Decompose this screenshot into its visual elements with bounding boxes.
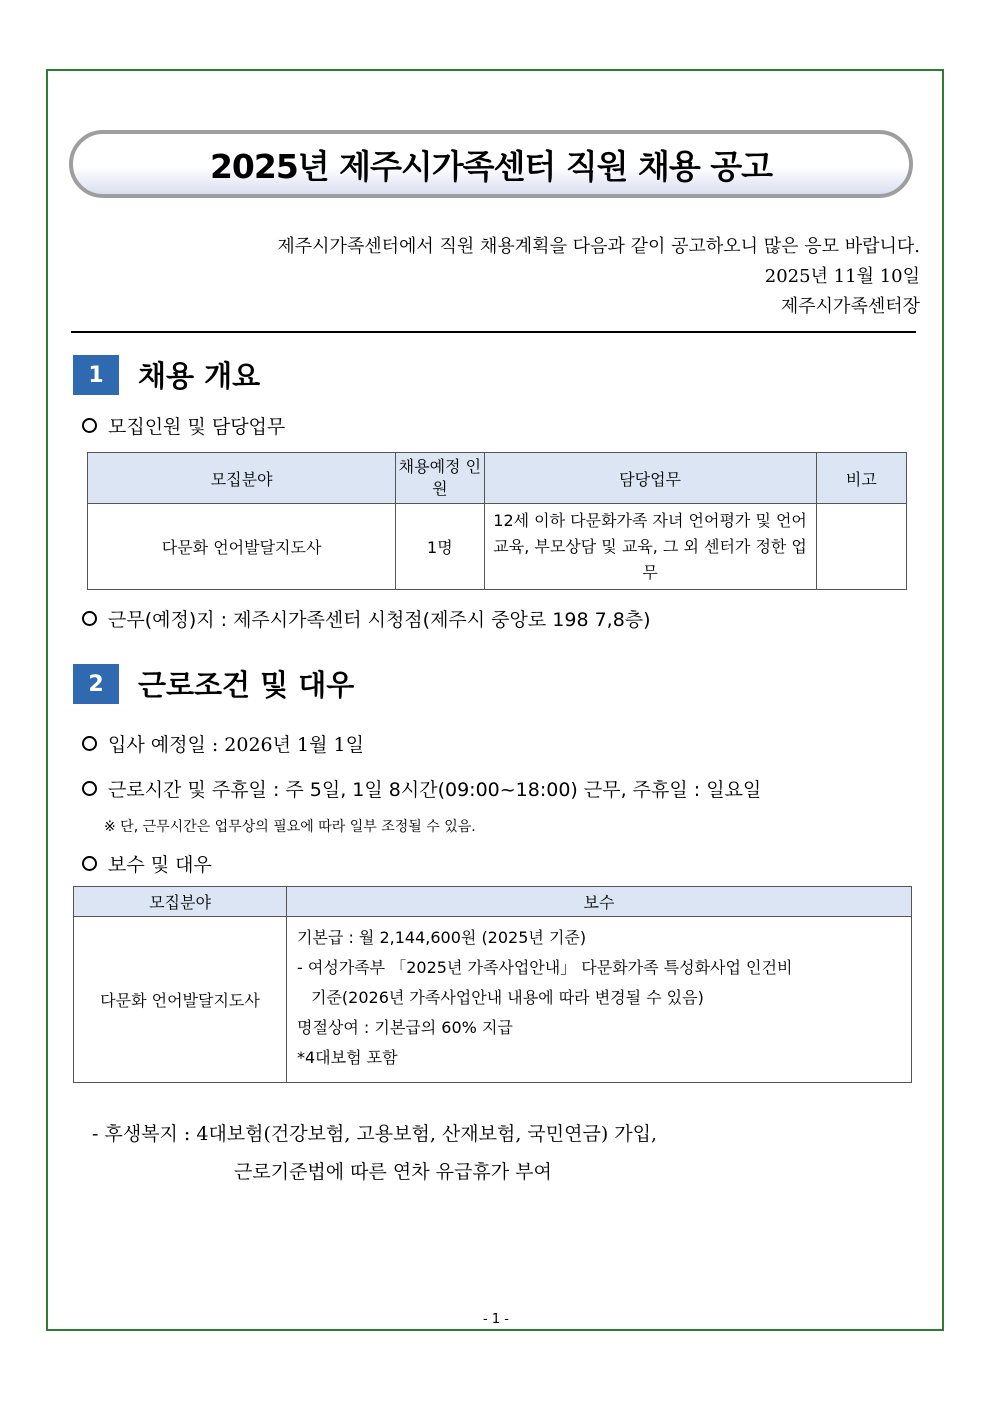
table-row	[74, 917, 912, 1083]
pay-line-base: 기본급 : 월 2,144,600원 (2025년 기준)	[297, 928, 587, 947]
header-duties: 담당업무	[484, 453, 816, 504]
location-item	[82, 605, 651, 632]
bullet-circle-icon	[82, 611, 97, 626]
work-hours-item	[82, 775, 761, 802]
pay-line-basis-cont: 기준(2026년 가족사업안내 내용에 따라 변경될 수 있음)	[311, 988, 704, 1007]
work-hours-note: ※ 단, 근무시간은 업무상의 필요에 따라 일부 조정될 수 있음.	[104, 819, 476, 835]
bullet-circle-icon	[82, 418, 97, 433]
welfare-line-1: - 후생복지 : 4대보험(건강보험, 고용보험, 산재보험, 국민연금) 가입,	[92, 1123, 658, 1145]
welfare-line-2: 근로기준법에 따른 연차 유급휴가 부여	[234, 1161, 552, 1183]
pay-heading	[82, 850, 212, 877]
section-2-number: 2	[73, 664, 119, 704]
header-field: 모집분야	[88, 453, 396, 504]
title-banner	[69, 130, 913, 198]
intro-date: 2025년 11월 10일	[764, 266, 920, 287]
recruit-heading-text: 모집인원 및 담당업무	[108, 416, 286, 438]
pay-header-pay: 보수	[287, 887, 912, 917]
pay-header-field: 모집분야	[74, 887, 287, 917]
pay-cell-field: 다문화 언어발달지도사	[74, 917, 287, 1083]
bullet-circle-icon	[82, 736, 97, 751]
page-number: - 1 -	[483, 1312, 509, 1327]
intro-text: 제주시가족센터에서 직원 채용계획을 다음과 같이 공고하오니 많은 응모 바랍니다.	[277, 236, 920, 257]
start-date-text: 입사 예정일 : 2026년 1월 1일	[108, 734, 364, 756]
bullet-circle-icon	[82, 856, 97, 871]
pay-table	[73, 886, 912, 1083]
pay-line-insurance: *4대보험 포함	[297, 1048, 398, 1067]
cell-count: 1명	[396, 504, 484, 590]
header-count: 채용예정 인원	[396, 453, 484, 504]
pay-line-basis: - 여성가족부 「2025년 가족사업안내」 다문화가족 특성화사업 인건비	[297, 958, 793, 977]
cell-duties: 12세 이하 다문화가족 자녀 언어평가 및 언어교육, 부모상담 및 교육, 그 외 센터가 정한 업무	[484, 504, 816, 590]
page-title: 2025년 제주시가족센터 직원 채용 공고	[209, 146, 773, 186]
pay-cell-details	[287, 917, 912, 1083]
bullet-circle-icon	[82, 781, 97, 796]
divider	[71, 331, 916, 333]
intro-issuer: 제주시가족센터장	[780, 296, 920, 317]
section-1-title: 채용 개요	[138, 359, 261, 393]
section-2-title: 근로조건 및 대우	[138, 668, 355, 702]
recruit-heading	[82, 412, 285, 439]
cell-note	[816, 504, 906, 590]
start-date-item	[82, 730, 364, 757]
recruit-table	[87, 452, 907, 590]
work-hours-text: 근로시간 및 주휴일 : 주 5일, 1일 8시간(09:00~18:00) 근무, 주휴일 : 일요일	[108, 779, 762, 801]
table-row	[88, 504, 907, 590]
cell-field: 다문화 언어발달지도사	[88, 504, 396, 590]
pay-line-bonus: 명절상여 : 기본급의 60% 지급	[297, 1018, 513, 1037]
pay-heading-text: 보수 및 대우	[108, 854, 212, 876]
header-note: 비고	[816, 453, 906, 504]
section-1-number: 1	[73, 355, 119, 395]
location-text: 근무(예정)지 : 제주시가족센터 시청점(제주시 중앙로 198 7,8층)	[108, 609, 651, 631]
